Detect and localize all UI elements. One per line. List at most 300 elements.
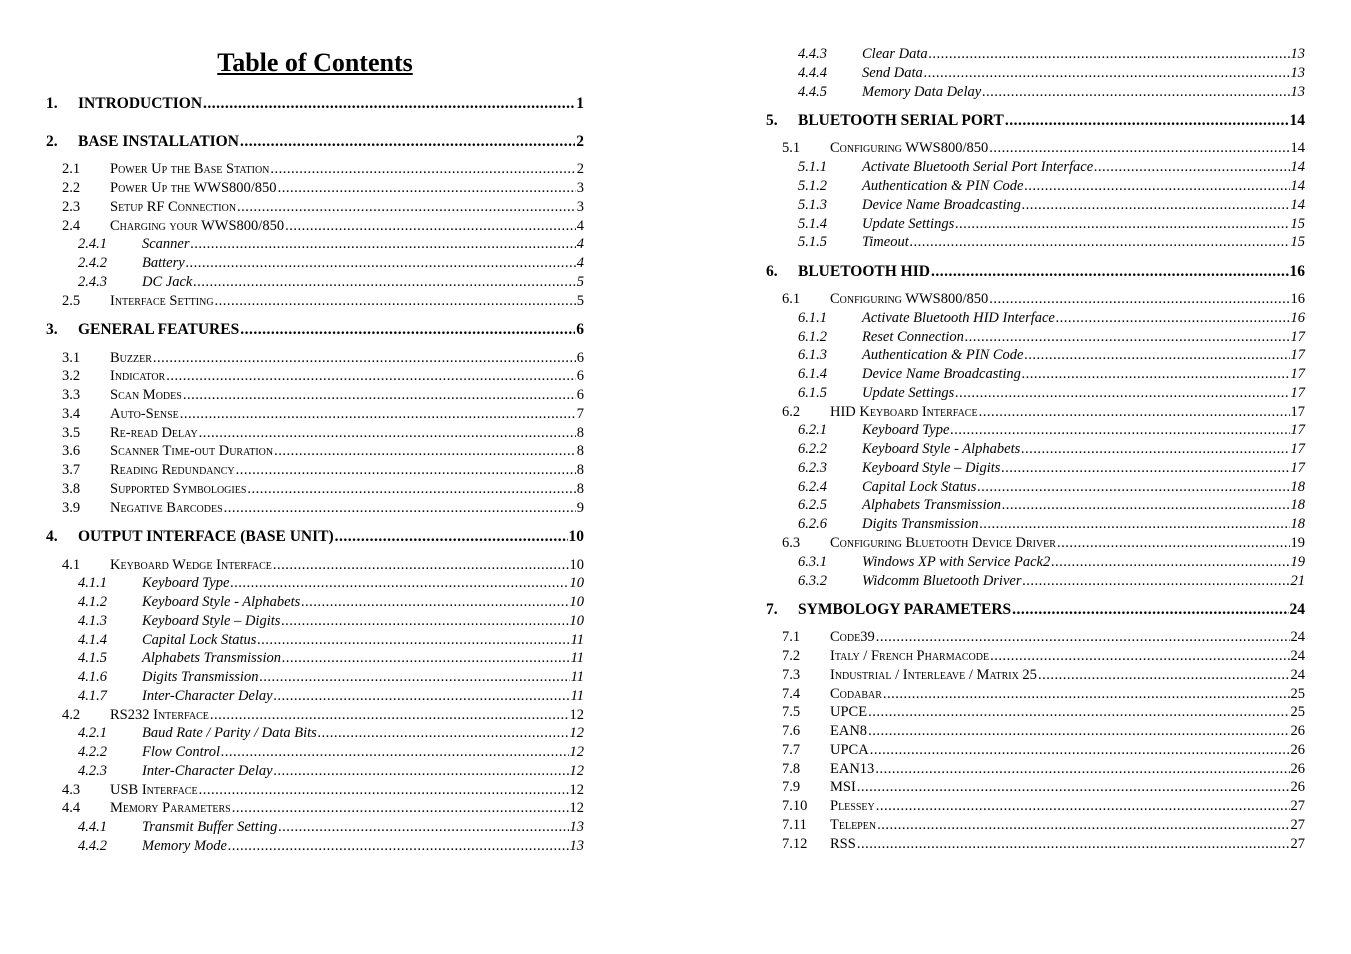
toc-entry-page: 18 bbox=[1290, 516, 1305, 532]
toc-entry-page: 4 bbox=[576, 218, 584, 234]
toc-entry-title: Buzzer bbox=[110, 350, 152, 366]
toc-entry-number: 3.6 bbox=[62, 443, 81, 459]
toc-entry-title: Baud Rate / Parity / Data Bits bbox=[142, 725, 317, 741]
toc-entry-number: 2.5 bbox=[62, 293, 81, 309]
toc-entry-number: 5.1.4 bbox=[798, 216, 827, 232]
toc-entry[interactable] bbox=[760, 217, 1305, 232]
toc-entry[interactable] bbox=[40, 614, 584, 629]
toc-entry-page: 8 bbox=[576, 425, 584, 441]
toc-entry-number: 4.4 bbox=[62, 800, 81, 816]
toc-dot-leader bbox=[1051, 555, 1289, 570]
toc-entry-title: Interface Setting bbox=[110, 293, 214, 309]
toc-dot-leader bbox=[230, 576, 568, 591]
toc-entry-title: DC Jack bbox=[142, 274, 193, 290]
toc-dot-leader bbox=[883, 687, 1290, 702]
toc-dot-leader bbox=[982, 85, 1289, 100]
toc-entry-page: 24 bbox=[1290, 667, 1305, 683]
toc-entry-title: Telepen bbox=[830, 817, 877, 833]
toc-entry-title: RS232 Interface bbox=[110, 707, 209, 723]
toc-entry[interactable] bbox=[760, 235, 1305, 250]
toc-entry[interactable] bbox=[760, 179, 1305, 194]
toc-entry[interactable] bbox=[760, 498, 1305, 513]
toc-entry[interactable] bbox=[760, 405, 1305, 420]
toc-dot-leader bbox=[1025, 348, 1290, 363]
toc-entry-number: 6.2.4 bbox=[798, 479, 827, 495]
toc-dot-leader bbox=[1022, 367, 1290, 382]
toc-entry[interactable] bbox=[40, 369, 584, 384]
toc-entry-page: 3 bbox=[576, 199, 584, 215]
toc-entry-page: 18 bbox=[1290, 479, 1305, 495]
toc-dot-leader bbox=[282, 651, 570, 666]
toc-dot-leader bbox=[270, 162, 575, 177]
toc-entry[interactable] bbox=[40, 200, 584, 215]
toc-entry-number: 4.1.7 bbox=[78, 688, 107, 704]
toc-entry[interactable] bbox=[40, 322, 584, 338]
toc-dot-leader bbox=[1021, 442, 1289, 457]
toc-entry[interactable] bbox=[40, 237, 584, 252]
toc-entry-number: 5. bbox=[766, 112, 778, 129]
toc-entry-page: 14 bbox=[1290, 178, 1305, 194]
toc-entry-number: 2.4.1 bbox=[78, 236, 107, 252]
toc-dot-leader bbox=[910, 235, 1290, 250]
toc-entry-title: Windows XP with Service Pack2 bbox=[862, 554, 1051, 570]
toc-entry[interactable] bbox=[40, 820, 584, 835]
toc-entry[interactable] bbox=[40, 96, 584, 112]
toc-dot-leader bbox=[228, 839, 569, 854]
toc-entry-number: 6.2.5 bbox=[798, 497, 827, 513]
toc-entry-title: SYMBOLOGY PARAMETERS bbox=[798, 601, 1012, 618]
toc-entry-title: Configuring Bluetooth Device Driver bbox=[830, 535, 1056, 551]
toc-entry[interactable] bbox=[40, 426, 584, 441]
toc-entry-title: Industrial / Interleave / Matrix 25 bbox=[830, 667, 1037, 683]
toc-entry[interactable] bbox=[40, 783, 584, 798]
toc-dot-leader bbox=[1002, 498, 1290, 513]
toc-entry-number: 6.3 bbox=[782, 535, 801, 551]
toc-entry-number: 6.2.6 bbox=[798, 516, 827, 532]
toc-entry[interactable] bbox=[760, 141, 1305, 156]
toc-entry-title: Activate Bluetooth HID Interface bbox=[862, 310, 1055, 326]
toc-entry-title: Configuring WWS800/850 bbox=[830, 140, 989, 156]
toc-entry[interactable] bbox=[760, 818, 1305, 833]
toc-entry[interactable] bbox=[40, 651, 584, 666]
toc-entry-page: 27 bbox=[1290, 817, 1305, 833]
toc-entry-number: 4.4.4 bbox=[798, 65, 827, 81]
toc-entry-page: 14 bbox=[1289, 112, 1305, 129]
toc-entry[interactable] bbox=[760, 687, 1305, 702]
toc-entry-number: 7.7 bbox=[782, 742, 801, 758]
toc-entry-title: Keyboard Style - Alphabets bbox=[862, 441, 1021, 457]
toc-entry[interactable] bbox=[40, 558, 584, 573]
toc-entry[interactable] bbox=[40, 294, 584, 309]
toc-entry-page: 17 bbox=[1290, 404, 1305, 420]
toc-dot-leader bbox=[989, 141, 1289, 156]
toc-entry-number: 6. bbox=[766, 263, 778, 280]
toc-dot-leader bbox=[1022, 574, 1289, 589]
toc-entry-number: 5.1 bbox=[782, 140, 801, 156]
toc-entry-number: 4.2.1 bbox=[78, 725, 107, 741]
toc-entry-number: 3.1 bbox=[62, 350, 81, 366]
toc-entry[interactable] bbox=[40, 839, 584, 854]
toc-dot-leader bbox=[876, 799, 1290, 814]
toc-entry-page: 3 bbox=[576, 180, 584, 196]
toc-dot-leader bbox=[875, 762, 1289, 777]
toc-dot-leader bbox=[274, 689, 570, 704]
toc-entry[interactable] bbox=[760, 602, 1305, 618]
toc-entry[interactable] bbox=[40, 764, 584, 779]
toc-entry-page: 10 bbox=[569, 557, 584, 573]
toc-entry-number: 7.8 bbox=[782, 761, 801, 777]
toc-entry-number: 5.1.3 bbox=[798, 197, 827, 213]
toc-entry-title: Re-read Delay bbox=[110, 425, 198, 441]
toc-entry[interactable] bbox=[760, 367, 1305, 382]
toc-entry[interactable] bbox=[760, 311, 1305, 326]
toc-entry-page: 13 bbox=[1290, 46, 1305, 62]
toc-entry-title: Flow Control bbox=[142, 744, 221, 760]
toc-dot-leader bbox=[199, 783, 569, 798]
toc-entry-title: Negative Barcodes bbox=[110, 500, 223, 516]
toc-entry-title: Charging your WWS800/850 bbox=[110, 218, 285, 234]
toc-entry-page: 10 bbox=[569, 575, 584, 591]
toc-entry-page: 24 bbox=[1290, 629, 1305, 645]
toc-entry[interactable] bbox=[40, 388, 584, 403]
toc-entry-title: Scan Modes bbox=[110, 387, 182, 403]
toc-entry[interactable] bbox=[40, 745, 584, 760]
toc-entry-number: 3.4 bbox=[62, 406, 81, 422]
toc-entry-page: 17 bbox=[1290, 347, 1305, 363]
toc-entry[interactable] bbox=[760, 780, 1305, 795]
toc-entry[interactable] bbox=[40, 482, 584, 497]
toc-entry-page: 19 bbox=[1290, 554, 1305, 570]
toc-dot-leader bbox=[868, 705, 1289, 720]
toc-entry[interactable] bbox=[760, 536, 1305, 551]
toc-entry-title: Reading Redundancy bbox=[110, 462, 235, 478]
toc-entry-number: 7.10 bbox=[782, 798, 808, 814]
toc-entry-number: 7.12 bbox=[782, 836, 808, 852]
toc-entry-page: 13 bbox=[1290, 65, 1305, 81]
toc-entry[interactable] bbox=[40, 444, 584, 459]
toc-entry-number: 4.2.3 bbox=[78, 763, 107, 779]
toc-entry[interactable] bbox=[760, 47, 1305, 62]
toc-dot-leader bbox=[1094, 160, 1289, 175]
toc-entry[interactable] bbox=[40, 708, 584, 723]
toc-entry-title: BLUETOOTH HID bbox=[798, 263, 930, 280]
toc-dot-leader bbox=[877, 818, 1289, 833]
toc-entry-number: 5.1.5 bbox=[798, 234, 827, 250]
toc-entry[interactable] bbox=[40, 463, 584, 478]
toc-dot-leader bbox=[929, 47, 1290, 62]
toc-entry-title: UPCE bbox=[830, 704, 868, 720]
toc-entry-title: Capital Lock Status bbox=[862, 479, 977, 495]
toc-entry-number: 6.1.1 bbox=[798, 310, 827, 326]
toc-entry-number: 6.1.4 bbox=[798, 366, 827, 382]
toc-entry-title: Scanner Time-out Duration bbox=[110, 443, 274, 459]
toc-entry-page: 13 bbox=[569, 819, 584, 835]
toc-entry-page: 10 bbox=[568, 528, 584, 545]
toc-entry[interactable] bbox=[40, 351, 584, 366]
toc-entry-number: 6.2 bbox=[782, 404, 801, 420]
toc-entry-title: Memory Data Delay bbox=[862, 84, 982, 100]
toc-entry[interactable] bbox=[760, 386, 1305, 401]
toc-entry-title: OUTPUT INTERFACE (BASE UNIT) bbox=[78, 528, 334, 545]
toc-entry-number: 7.11 bbox=[782, 817, 807, 833]
toc-entry-page: 6 bbox=[576, 387, 584, 403]
toc-entry[interactable] bbox=[760, 555, 1305, 570]
toc-dot-leader bbox=[257, 633, 569, 648]
toc-entry-title: Keyboard Type bbox=[862, 422, 950, 438]
toc-entry-page: 26 bbox=[1290, 723, 1305, 739]
toc-entry-page: 9 bbox=[576, 500, 584, 516]
toc-dot-leader bbox=[979, 405, 1290, 420]
toc-dot-leader bbox=[237, 200, 576, 215]
toc-entry-number: 4.1.3 bbox=[78, 613, 107, 629]
toc-entry-title: Digits Transmission bbox=[142, 669, 259, 685]
toc-dot-leader bbox=[979, 517, 1289, 532]
toc-dot-leader bbox=[281, 614, 568, 629]
toc-dot-leader bbox=[318, 726, 569, 741]
toc-entry-page: 8 bbox=[576, 462, 584, 478]
toc-entry[interactable] bbox=[760, 348, 1305, 363]
toc-entry-number: 1. bbox=[46, 95, 58, 112]
toc-entry-page: 14 bbox=[1290, 140, 1305, 156]
toc-entry[interactable] bbox=[760, 649, 1305, 664]
toc-entry-page: 12 bbox=[569, 800, 584, 816]
toc-dot-leader bbox=[183, 388, 576, 403]
toc-dot-leader bbox=[232, 801, 569, 816]
toc-entry[interactable] bbox=[760, 799, 1305, 814]
toc-entry-number: 4.2.2 bbox=[78, 744, 107, 760]
toc-entry[interactable] bbox=[760, 423, 1305, 438]
toc-dot-leader bbox=[1057, 536, 1290, 551]
toc-dot-leader bbox=[274, 444, 576, 459]
toc-entry-title: Update Settings bbox=[862, 216, 955, 232]
toc-dot-leader bbox=[180, 407, 576, 422]
toc-entry[interactable] bbox=[40, 529, 584, 545]
toc-entry-number: 4.4.1 bbox=[78, 819, 107, 835]
toc-entry[interactable] bbox=[760, 724, 1305, 739]
toc-dot-leader bbox=[857, 837, 1290, 852]
toc-entry[interactable] bbox=[40, 801, 584, 816]
toc-entry[interactable] bbox=[760, 762, 1305, 777]
toc-entry-number: 4.1.6 bbox=[78, 669, 107, 685]
toc-entry[interactable] bbox=[40, 576, 584, 591]
toc-entry-title: Authentication & PIN Code bbox=[862, 178, 1024, 194]
toc-entry-title: Keyboard Style – Digits bbox=[862, 460, 1001, 476]
toc-entry[interactable] bbox=[40, 181, 584, 196]
toc-entry[interactable] bbox=[760, 705, 1305, 720]
toc-entry-number: 6.3.1 bbox=[798, 554, 827, 570]
toc-entry-number: 5.1.1 bbox=[798, 159, 827, 175]
toc-entry[interactable] bbox=[40, 689, 584, 704]
toc-entry-title: Send Data bbox=[862, 65, 923, 81]
toc-entry-number: 2. bbox=[46, 133, 58, 150]
toc-entry-number: 3.8 bbox=[62, 481, 81, 497]
toc-entry-number: 6.2.2 bbox=[798, 441, 827, 457]
toc-entry-number: 2.4 bbox=[62, 218, 81, 234]
toc-entry-number: 4.2 bbox=[62, 707, 81, 723]
toc-entry[interactable] bbox=[760, 198, 1305, 213]
toc-entry-page: 7 bbox=[576, 406, 584, 422]
toc-entry[interactable] bbox=[760, 113, 1305, 129]
toc-entry[interactable] bbox=[760, 66, 1305, 81]
toc-dot-leader bbox=[273, 558, 569, 573]
toc-entry-page: 4 bbox=[576, 236, 584, 252]
toc-dot-leader bbox=[191, 237, 576, 252]
toc-entry-page: 25 bbox=[1290, 704, 1305, 720]
toc-entry[interactable] bbox=[40, 726, 584, 741]
toc-entry-title: RSS bbox=[830, 836, 856, 852]
toc-entry-page: 19 bbox=[1290, 535, 1305, 551]
toc-dot-leader bbox=[259, 670, 569, 685]
toc-entry[interactable] bbox=[40, 134, 584, 150]
toc-entry-page: 26 bbox=[1290, 779, 1305, 795]
toc-entry-title: Codabar bbox=[830, 686, 882, 702]
toc-entry[interactable] bbox=[40, 407, 584, 422]
toc-entry-number: 3.3 bbox=[62, 387, 81, 403]
toc-entry[interactable] bbox=[40, 670, 584, 685]
toc-entry[interactable] bbox=[760, 517, 1305, 532]
toc-entry-title: Widcomm Bluetooth Driver bbox=[862, 573, 1022, 589]
toc-entry[interactable] bbox=[760, 743, 1305, 758]
toc-entry-title: Device Name Broadcasting bbox=[862, 366, 1021, 382]
toc-entry[interactable] bbox=[40, 501, 584, 516]
toc-dot-leader bbox=[876, 630, 1290, 645]
toc-entry-number: 2.3 bbox=[62, 199, 81, 215]
toc-entry-page: 26 bbox=[1290, 742, 1305, 758]
toc-entry-number: 3.9 bbox=[62, 500, 81, 516]
toc-dot-leader bbox=[153, 351, 576, 366]
toc-entry[interactable] bbox=[40, 275, 584, 290]
toc-entry[interactable] bbox=[760, 442, 1305, 457]
toc-entry[interactable] bbox=[760, 330, 1305, 345]
toc-entry-title: Alphabets Transmission bbox=[862, 497, 1001, 513]
toc-entry-page: 12 bbox=[569, 782, 584, 798]
toc-entry[interactable] bbox=[40, 219, 584, 234]
toc-entry-page: 16 bbox=[1289, 263, 1305, 280]
toc-entry-page: 12 bbox=[569, 744, 584, 760]
toc-entry-number: 6.2.1 bbox=[798, 422, 827, 438]
toc-entry-title: Memory Mode bbox=[142, 838, 227, 854]
toc-entry-title: Reset Connection bbox=[862, 329, 964, 345]
toc-entry[interactable] bbox=[760, 630, 1305, 645]
toc-entry-title: Supported Symbologies bbox=[110, 481, 247, 497]
toc-entry-title: Inter-Character Delay bbox=[142, 763, 273, 779]
toc-entry[interactable] bbox=[40, 595, 584, 610]
toc-entry-number: 4.1 bbox=[62, 557, 81, 573]
toc-entry-page: 18 bbox=[1290, 497, 1305, 513]
toc-entry-title: BASE INSTALLATION bbox=[78, 133, 239, 150]
toc-dot-leader bbox=[924, 66, 1290, 81]
toc-entry[interactable] bbox=[760, 264, 1305, 280]
toc-entry-title: Capital Lock Status bbox=[142, 632, 257, 648]
toc-entry-page: 21 bbox=[1290, 573, 1305, 589]
toc-entry-number: 2.4.3 bbox=[78, 274, 107, 290]
toc-entry[interactable] bbox=[760, 480, 1305, 495]
toc-entry[interactable] bbox=[40, 633, 584, 648]
toc-entry-number: 6.1 bbox=[782, 291, 801, 307]
toc-entry-number: 7. bbox=[766, 601, 778, 618]
toc-entry-title: GENERAL FEATURES bbox=[78, 321, 240, 338]
toc-entry-title: Power Up the Base Station bbox=[110, 161, 270, 177]
toc-entry-page: 4 bbox=[576, 255, 584, 271]
toc-entry-title: Auto-Sense bbox=[110, 406, 179, 422]
toc-entry[interactable] bbox=[760, 160, 1305, 175]
toc-entry-title: Inter-Character Delay bbox=[142, 688, 273, 704]
toc-dot-leader bbox=[955, 386, 1289, 401]
toc-dot-leader bbox=[193, 275, 575, 290]
toc-entry-number: 7.9 bbox=[782, 779, 801, 795]
toc-dot-leader bbox=[210, 708, 569, 723]
toc-dot-leader bbox=[1005, 113, 1289, 129]
toc-entry-number: 7.1 bbox=[782, 629, 801, 645]
toc-entry-page: 5 bbox=[576, 293, 584, 309]
toc-entry[interactable] bbox=[760, 461, 1305, 476]
toc-entry-page: 14 bbox=[1290, 197, 1305, 213]
toc-entry-page: 12 bbox=[569, 725, 584, 741]
toc-entry-page: 27 bbox=[1290, 836, 1305, 852]
toc-entry[interactable] bbox=[40, 162, 584, 177]
toc-entry-page: 15 bbox=[1290, 216, 1305, 232]
toc-entry-number: 6.1.2 bbox=[798, 329, 827, 345]
toc-entry-title: Authentication & PIN Code bbox=[862, 347, 1024, 363]
toc-entry-page: 26 bbox=[1290, 761, 1305, 777]
toc-entry-title: Update Settings bbox=[862, 385, 955, 401]
toc-entry-title: Timeout bbox=[862, 234, 909, 250]
toc-dot-leader bbox=[215, 294, 576, 309]
toc-dot-leader bbox=[1038, 668, 1290, 683]
toc-entry-title: EAN8 bbox=[830, 723, 868, 739]
toc-entry[interactable] bbox=[760, 574, 1305, 589]
toc-entry[interactable] bbox=[40, 256, 584, 271]
toc-entry-number: 6.3.2 bbox=[798, 573, 827, 589]
toc-entry-number: 7.4 bbox=[782, 686, 801, 702]
toc-entry-number: 4.1.1 bbox=[78, 575, 107, 591]
toc-entry-page: 11 bbox=[570, 669, 584, 685]
toc-entry-page: 17 bbox=[1290, 422, 1305, 438]
toc-entry[interactable] bbox=[760, 292, 1305, 307]
toc-entry-page: 16 bbox=[1290, 310, 1305, 326]
toc-entry-title: EAN13 bbox=[830, 761, 875, 777]
toc-entry-number: 2.2 bbox=[62, 180, 81, 196]
toc-entry-title: Code39 bbox=[830, 629, 875, 645]
toc-entry-number: 6.2.3 bbox=[798, 460, 827, 476]
toc-dot-leader bbox=[199, 426, 576, 441]
toc-entry-page: 2 bbox=[576, 133, 584, 150]
toc-entry-number: 4.1.2 bbox=[78, 594, 107, 610]
toc-entry[interactable] bbox=[760, 668, 1305, 683]
toc-dot-leader bbox=[240, 134, 575, 150]
toc-entry-page: 15 bbox=[1290, 234, 1305, 250]
toc-dot-leader bbox=[278, 181, 576, 196]
toc-entry-page: 6 bbox=[576, 368, 584, 384]
toc-entry-title: Italy / French Pharmacode bbox=[830, 648, 990, 664]
toc-entry-number: 4.1.4 bbox=[78, 632, 107, 648]
toc-entry-title: Clear Data bbox=[862, 46, 928, 62]
toc-entry-number: 7.5 bbox=[782, 704, 801, 720]
toc-entry-page: 13 bbox=[1290, 84, 1305, 100]
toc-entry[interactable] bbox=[760, 837, 1305, 852]
toc-entry-page: 8 bbox=[576, 481, 584, 497]
toc-dot-leader bbox=[186, 256, 576, 271]
toc-entry[interactable] bbox=[760, 85, 1305, 100]
toc-entry-page: 2 bbox=[576, 161, 584, 177]
toc-dot-leader bbox=[989, 292, 1289, 307]
toc-entry-number: 3. bbox=[46, 321, 58, 338]
toc-entry-title: UPCA bbox=[830, 742, 869, 758]
toc-entry-page: 6 bbox=[576, 321, 584, 338]
toc-dot-leader bbox=[221, 745, 568, 760]
toc-entry-title: Memory Parameters bbox=[110, 800, 231, 816]
toc-dot-leader bbox=[285, 219, 576, 234]
